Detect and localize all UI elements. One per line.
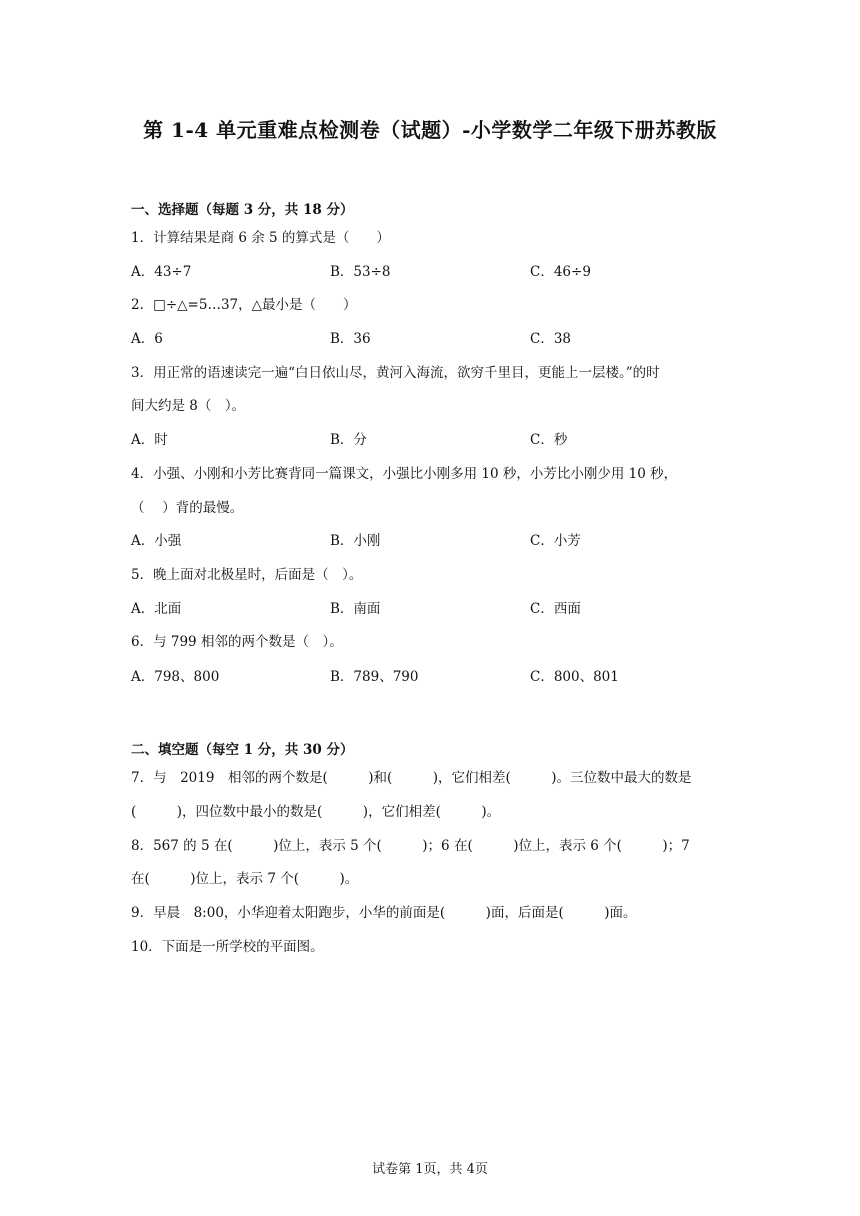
q3-option-c: C．秒 [530,432,568,448]
question-6: 6．与 799 相邻的两个数是（ ）。 [131,634,343,650]
question-7-line-1: 7．与 2019 相邻的两个数是( )和( )，它们相差( )。三位数中最大的数是 [131,770,692,786]
question-7-line-2: ( )，四位数中最小的数是( )，它们相差( )。 [131,804,501,820]
section-heading-fill-in: 二、填空题（每空 1 分，共 30 分） [131,742,354,758]
question-4-line-2: （ ）背的最慢。 [131,500,244,516]
page-footer: 试卷第 1页，共 4页 [372,1162,488,1177]
q1-option-c: C．46÷9 [530,264,591,280]
q5-option-a: A．北面 [131,601,182,617]
question-2: 2．□÷△=5…37，△最小是（ ） [131,297,357,313]
question-3-line-1: 3．用正常的语速读完一遍“白日依山尽，黄河入海流，欲穷千里目，更能上一层楼。”的时 [131,365,660,381]
q5-option-c: C．西面 [530,601,581,617]
question-3-line-2: 间大约是 8（ ）。 [131,398,246,414]
question-1: 1．计算结果是商 6 余 5 的算式是（ ） [131,230,390,246]
question-8-line-1: 8．567 的 5 在( )位上，表示 5 个( )；6 在( )位上，表示 6 个( )；7 [131,838,690,854]
q6-option-b: B．789、790 [330,669,419,685]
q2-option-c: C．38 [530,331,572,347]
q6-option-a: A．798、800 [131,669,220,685]
q4-option-a: A．小强 [131,533,182,549]
question-4-line-1: 4．小强、小刚和小芳比赛背同一篇课文，小强比小刚多用 10 秒，小芳比小刚少用 10 秒， [131,466,678,482]
question-9: 9．早晨 8:00，小华迎着太阳跑步，小华的前面是( )面，后面是( )面。 [131,905,637,921]
q4-option-c: C．小芳 [530,533,581,549]
q6-option-c: C．800、801 [530,669,619,685]
q2-option-a: A．6 [131,331,163,347]
q2-option-b: B．36 [330,331,371,347]
q1-option-a: A．43÷7 [131,264,192,280]
q5-option-b: B．南面 [330,601,381,617]
section-heading-choice: 一、选择题（每题 3 分，共 18 分） [131,202,354,218]
page-title: 第 1-4 单元重难点检测卷（试题）-小学数学二年级下册苏教版 [143,118,717,142]
q1-option-b: B．53÷8 [330,264,391,280]
q3-option-a: A．时 [131,432,168,448]
question-10: 10．下面是一所学校的平面图。 [131,939,324,955]
question-8-line-2: 在( )位上，表示 7 个( )。 [131,871,359,887]
q3-option-b: B．分 [330,432,367,448]
q4-option-b: B．小刚 [330,533,381,549]
question-5: 5．晚上面对北极星时，后面是（ ）。 [131,567,363,583]
